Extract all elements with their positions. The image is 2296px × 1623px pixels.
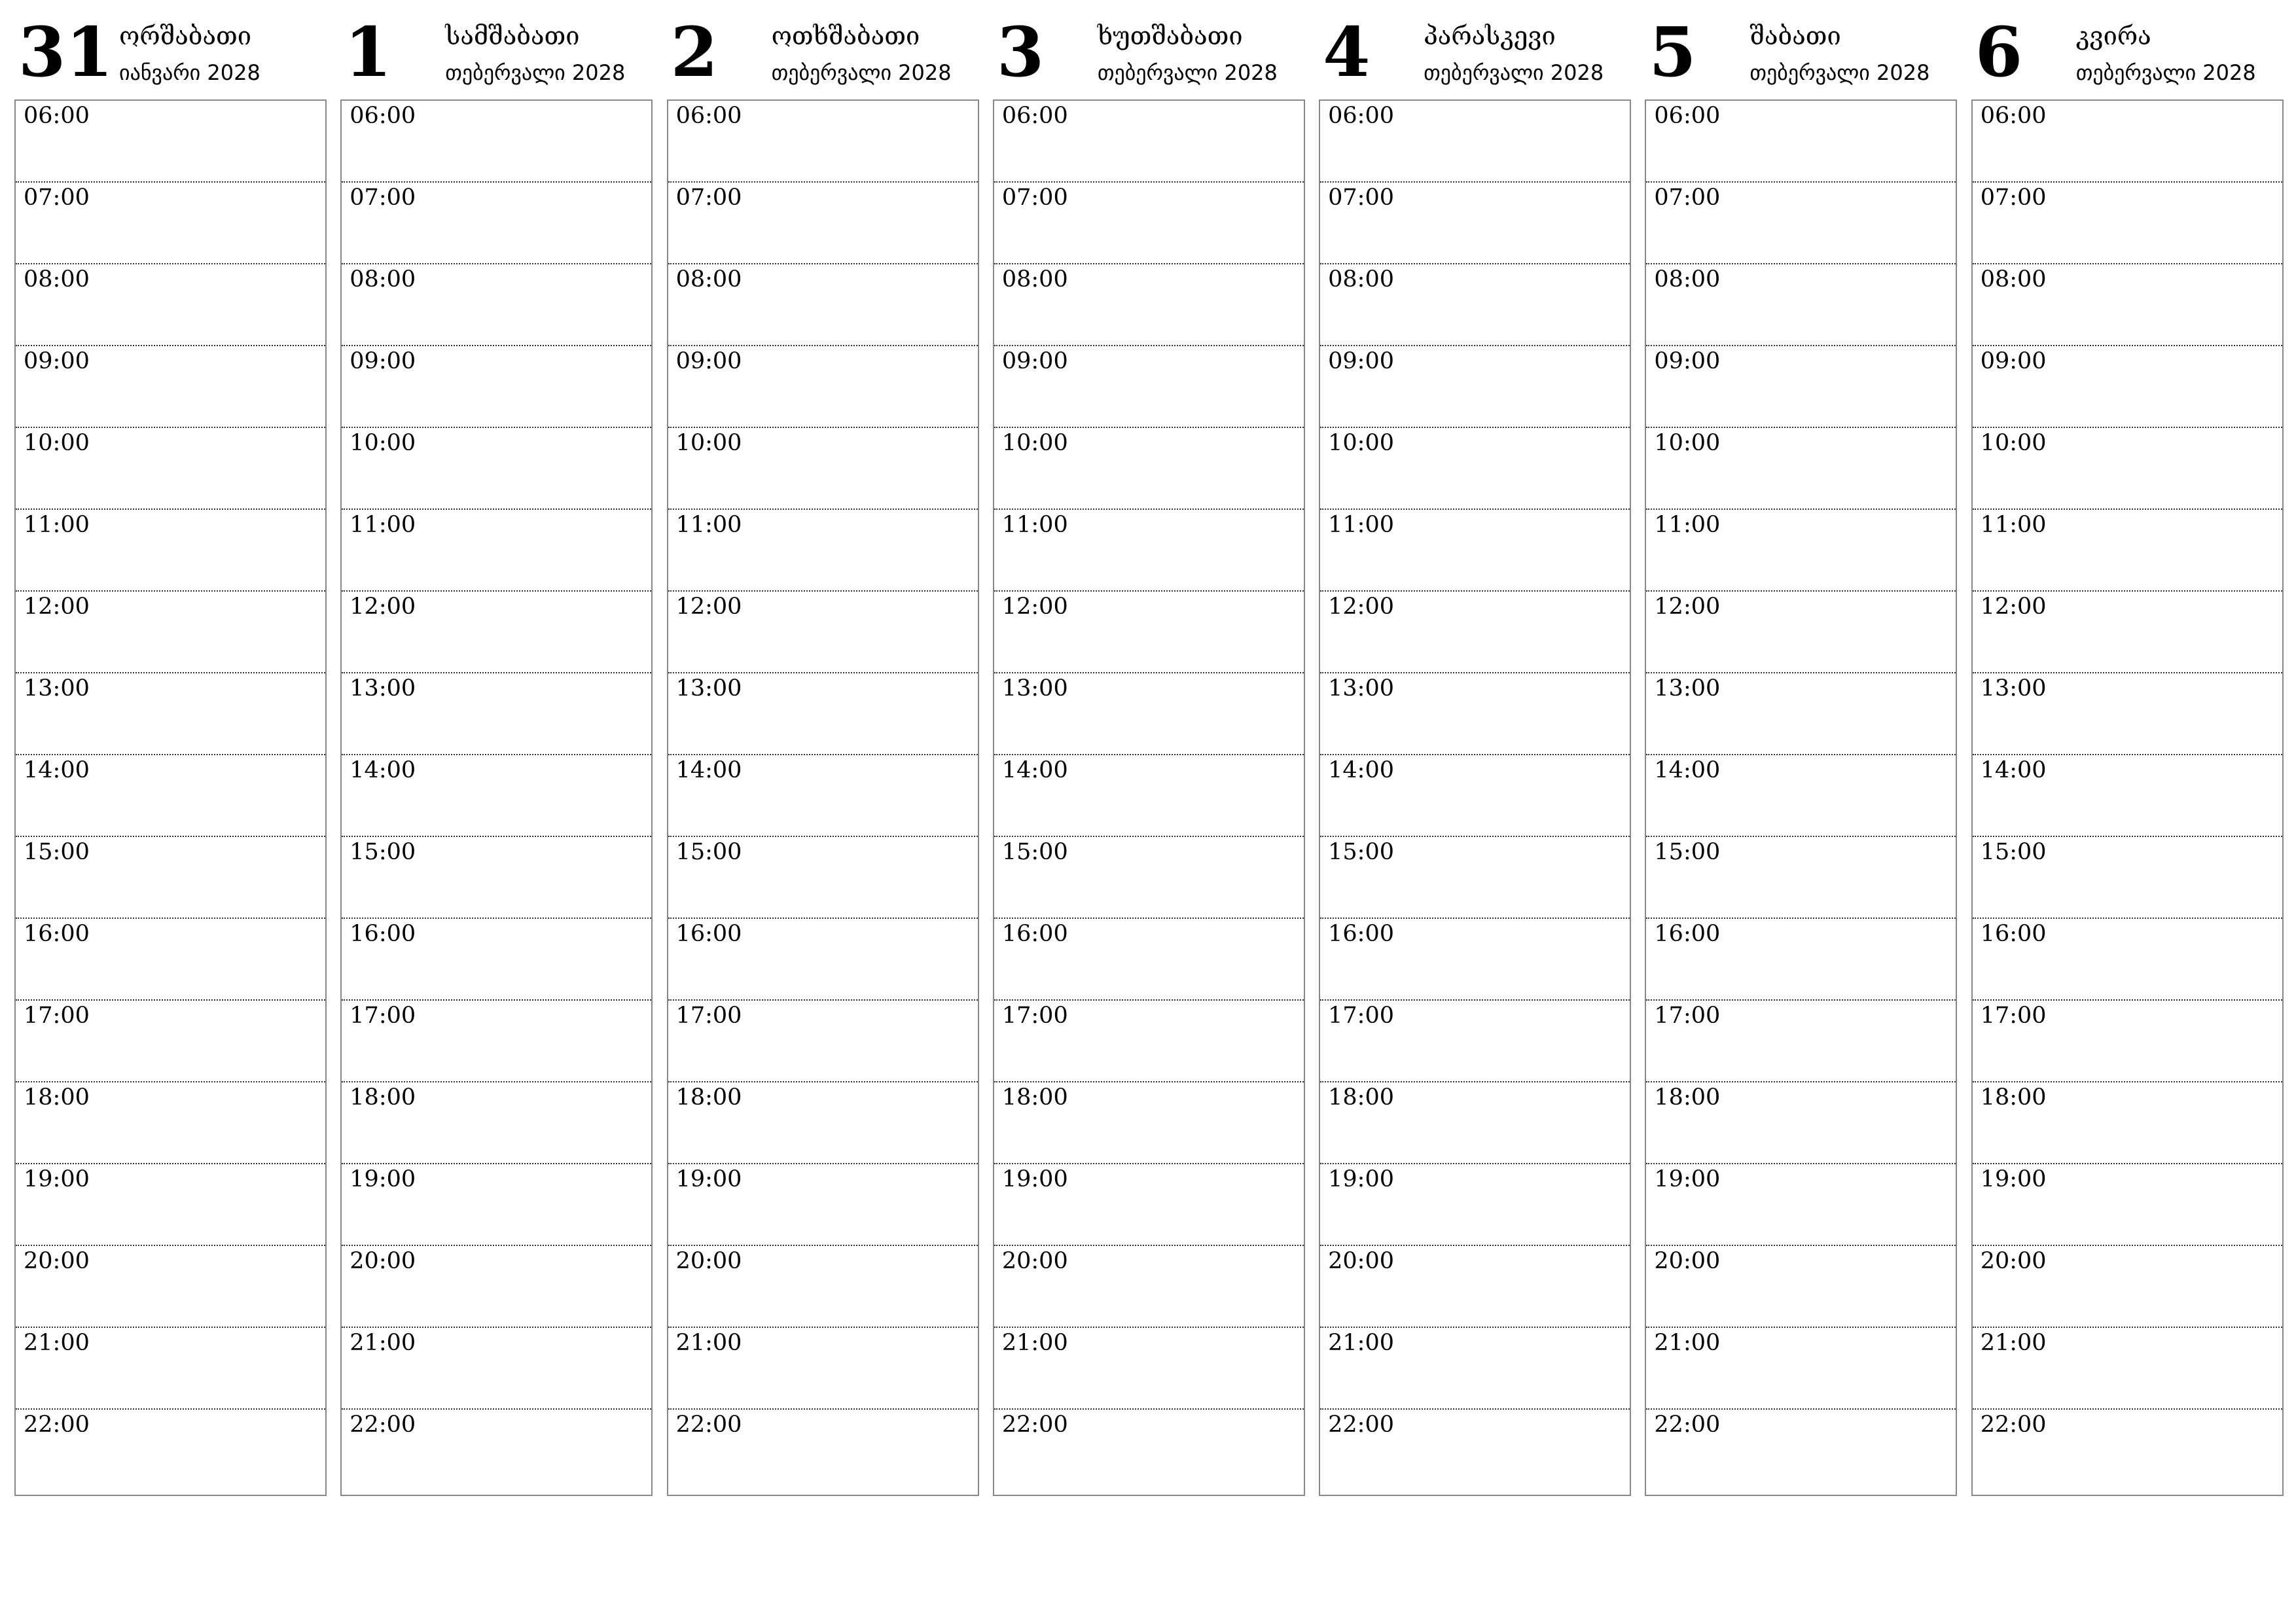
time-slot[interactable] xyxy=(994,510,1304,592)
time-label: 19:00 xyxy=(1001,1166,1068,1192)
time-slot[interactable] xyxy=(994,837,1304,919)
time-label: 16:00 xyxy=(350,921,416,947)
time-slot[interactable] xyxy=(994,1082,1304,1164)
time-label: 09:00 xyxy=(24,348,90,374)
time-label: 13:00 xyxy=(350,675,416,702)
time-label: 15:00 xyxy=(24,839,90,865)
month-year-label: თებერვალი 2028 xyxy=(771,60,952,85)
time-label: 06:00 xyxy=(1980,103,2047,129)
time-label: 12:00 xyxy=(675,594,742,620)
time-label: 12:00 xyxy=(1654,594,1721,620)
day-number: 2 xyxy=(670,12,718,92)
time-label: 10:00 xyxy=(675,430,742,456)
day-schedule-box xyxy=(340,99,653,1496)
time-slot[interactable] xyxy=(16,1328,325,1410)
day-column xyxy=(993,0,1304,1505)
time-label: 13:00 xyxy=(675,675,742,702)
time-label: 14:00 xyxy=(1328,757,1394,783)
time-label: 10:00 xyxy=(1328,430,1394,456)
time-label: 21:00 xyxy=(1980,1330,2047,1356)
day-header xyxy=(993,0,1304,99)
time-label: 07:00 xyxy=(675,185,742,211)
time-slot[interactable] xyxy=(342,837,651,919)
day-number: 3 xyxy=(996,12,1045,92)
time-label: 22:00 xyxy=(1328,1412,1394,1438)
time-label: 19:00 xyxy=(675,1166,742,1192)
time-label: 16:00 xyxy=(1001,921,1068,947)
time-slot[interactable] xyxy=(1320,346,1630,428)
weekday-name: შაბათი xyxy=(1749,22,1841,50)
time-slot[interactable] xyxy=(1646,1410,1956,1491)
time-label: 16:00 xyxy=(1654,921,1721,947)
time-slot[interactable] xyxy=(1320,1164,1630,1246)
day-header xyxy=(14,0,326,99)
time-slot[interactable] xyxy=(16,101,325,183)
time-slot[interactable] xyxy=(994,101,1304,183)
time-label: 15:00 xyxy=(675,839,742,865)
time-label: 09:00 xyxy=(1001,348,1068,374)
time-slot[interactable] xyxy=(16,1246,325,1328)
time-slot[interactable] xyxy=(16,264,325,346)
time-slot[interactable] xyxy=(16,755,325,837)
time-slot[interactable] xyxy=(1973,592,2282,673)
time-slot[interactable] xyxy=(1320,428,1630,510)
time-label: 15:00 xyxy=(1001,839,1068,865)
day-schedule-box xyxy=(1319,99,1631,1496)
time-label: 18:00 xyxy=(24,1084,90,1111)
time-slot[interactable] xyxy=(1973,101,2282,183)
time-label: 17:00 xyxy=(1654,1003,1721,1029)
time-label: 11:00 xyxy=(1980,512,2047,538)
time-label: 13:00 xyxy=(1980,675,2047,702)
day-number: 31 xyxy=(18,12,113,92)
time-slot[interactable] xyxy=(342,1082,651,1164)
time-label: 15:00 xyxy=(1654,839,1721,865)
time-label: 17:00 xyxy=(1328,1003,1394,1029)
time-slot[interactable] xyxy=(1973,1246,2282,1328)
time-label: 13:00 xyxy=(1654,675,1721,702)
time-label: 18:00 xyxy=(1654,1084,1721,1111)
time-slot[interactable] xyxy=(994,919,1304,1001)
time-slot[interactable] xyxy=(1646,919,1956,1001)
time-slot[interactable] xyxy=(668,592,978,673)
time-label: 19:00 xyxy=(1654,1166,1721,1192)
time-label: 19:00 xyxy=(1328,1166,1394,1192)
time-slot[interactable] xyxy=(342,1164,651,1246)
time-label: 11:00 xyxy=(350,512,416,538)
time-label: 14:00 xyxy=(1001,757,1068,783)
time-slot[interactable] xyxy=(1646,101,1956,183)
day-schedule-box xyxy=(1971,99,2284,1496)
time-slot[interactable] xyxy=(1646,837,1956,919)
time-slot[interactable] xyxy=(1320,183,1630,264)
time-slot[interactable] xyxy=(668,755,978,837)
time-slot[interactable] xyxy=(668,1328,978,1410)
time-slot[interactable] xyxy=(994,755,1304,837)
day-schedule-box xyxy=(1645,99,1957,1496)
time-slot[interactable] xyxy=(1320,101,1630,183)
weekday-name: პარასკევი xyxy=(1424,22,1556,50)
time-label: 13:00 xyxy=(1328,675,1394,702)
time-slot[interactable] xyxy=(994,1246,1304,1328)
time-slot[interactable] xyxy=(1973,837,2282,919)
time-label: 06:00 xyxy=(675,103,742,129)
day-number: 4 xyxy=(1323,12,1371,92)
time-slot[interactable] xyxy=(1320,673,1630,755)
time-label: 21:00 xyxy=(1328,1330,1394,1356)
day-number: 1 xyxy=(344,12,392,92)
time-slot[interactable] xyxy=(1646,1082,1956,1164)
day-header xyxy=(667,0,978,99)
time-label: 14:00 xyxy=(1980,757,2047,783)
time-label: 21:00 xyxy=(350,1330,416,1356)
time-slot[interactable] xyxy=(1973,1001,2282,1082)
day-column xyxy=(14,0,326,1505)
time-slot[interactable] xyxy=(1973,755,2282,837)
time-label: 20:00 xyxy=(675,1248,742,1274)
time-label: 14:00 xyxy=(24,757,90,783)
time-slot[interactable] xyxy=(342,346,651,428)
time-slot[interactable] xyxy=(342,755,651,837)
time-slot[interactable] xyxy=(16,183,325,264)
time-slot[interactable] xyxy=(668,510,978,592)
time-slot[interactable] xyxy=(1973,264,2282,346)
time-slot[interactable] xyxy=(1646,1001,1956,1082)
time-slot[interactable] xyxy=(1320,837,1630,919)
day-column xyxy=(1645,0,1956,1505)
day-column xyxy=(340,0,652,1505)
time-label: 11:00 xyxy=(1654,512,1721,538)
time-label: 19:00 xyxy=(24,1166,90,1192)
time-label: 16:00 xyxy=(1980,921,2047,947)
time-slot[interactable] xyxy=(16,1164,325,1246)
time-label: 07:00 xyxy=(24,185,90,211)
time-slot[interactable] xyxy=(1973,1328,2282,1410)
time-label: 08:00 xyxy=(1654,266,1721,293)
time-label: 22:00 xyxy=(1980,1412,2047,1438)
time-label: 17:00 xyxy=(24,1003,90,1029)
time-label: 18:00 xyxy=(675,1084,742,1111)
time-slot[interactable] xyxy=(342,592,651,673)
time-label: 09:00 xyxy=(1328,348,1394,374)
time-slot[interactable] xyxy=(994,1001,1304,1082)
day-column xyxy=(1319,0,1630,1505)
time-label: 06:00 xyxy=(24,103,90,129)
time-label: 08:00 xyxy=(1001,266,1068,293)
time-slot[interactable] xyxy=(994,183,1304,264)
time-label: 22:00 xyxy=(1001,1412,1068,1438)
day-schedule-box xyxy=(993,99,1305,1496)
time-label: 10:00 xyxy=(1001,430,1068,456)
time-label: 20:00 xyxy=(1328,1248,1394,1274)
time-label: 07:00 xyxy=(1328,185,1394,211)
time-slot[interactable] xyxy=(994,264,1304,346)
time-slot[interactable] xyxy=(994,673,1304,755)
time-slot[interactable] xyxy=(1320,919,1630,1001)
month-year-label: თებერვალი 2028 xyxy=(1749,60,1930,85)
weekday-name: კვირა xyxy=(2075,22,2151,50)
day-header xyxy=(1319,0,1630,99)
time-label: 12:00 xyxy=(24,594,90,620)
time-label: 07:00 xyxy=(1001,185,1068,211)
time-label: 12:00 xyxy=(350,594,416,620)
time-label: 16:00 xyxy=(675,921,742,947)
time-slot[interactable] xyxy=(16,592,325,673)
time-label: 08:00 xyxy=(1980,266,2047,293)
time-slot[interactable] xyxy=(342,428,651,510)
time-label: 19:00 xyxy=(1980,1166,2047,1192)
time-slot[interactable] xyxy=(342,1328,651,1410)
time-slot[interactable] xyxy=(668,264,978,346)
time-label: 16:00 xyxy=(24,921,90,947)
time-label: 20:00 xyxy=(1980,1248,2047,1274)
time-label: 15:00 xyxy=(350,839,416,865)
time-slot[interactable] xyxy=(1646,346,1956,428)
time-label: 21:00 xyxy=(24,1330,90,1356)
weekday-name: ხუთშაბათი xyxy=(1097,22,1243,50)
time-slot[interactable] xyxy=(1973,1410,2282,1491)
time-slot[interactable] xyxy=(342,264,651,346)
time-slot[interactable] xyxy=(1646,1164,1956,1246)
time-label: 09:00 xyxy=(675,348,742,374)
time-label: 06:00 xyxy=(1328,103,1394,129)
time-slot[interactable] xyxy=(1320,1328,1630,1410)
time-label: 17:00 xyxy=(1980,1003,2047,1029)
time-slot[interactable] xyxy=(1646,183,1956,264)
time-slot[interactable] xyxy=(16,1410,325,1491)
time-slot[interactable] xyxy=(1320,755,1630,837)
time-slot[interactable] xyxy=(994,1328,1304,1410)
time-label: 22:00 xyxy=(350,1412,416,1438)
time-slot[interactable] xyxy=(994,428,1304,510)
time-slot[interactable] xyxy=(668,919,978,1001)
time-label: 20:00 xyxy=(350,1248,416,1274)
month-year-label: თებერვალი 2028 xyxy=(1424,60,1604,85)
time-label: 12:00 xyxy=(1328,594,1394,620)
time-label: 08:00 xyxy=(350,266,416,293)
time-label: 09:00 xyxy=(350,348,416,374)
time-slot[interactable] xyxy=(16,346,325,428)
day-schedule-box xyxy=(667,99,979,1496)
time-slot[interactable] xyxy=(1973,428,2282,510)
time-label: 06:00 xyxy=(1654,103,1721,129)
time-label: 10:00 xyxy=(1980,430,2047,456)
time-label: 13:00 xyxy=(24,675,90,702)
time-slot[interactable] xyxy=(994,592,1304,673)
time-slot[interactable] xyxy=(668,1246,978,1328)
time-slot[interactable] xyxy=(1646,1246,1956,1328)
time-slot[interactable] xyxy=(342,1410,651,1491)
time-slot[interactable] xyxy=(16,919,325,1001)
month-year-label: თებერვალი 2028 xyxy=(445,60,626,85)
day-schedule-box xyxy=(14,99,327,1496)
time-slot[interactable] xyxy=(1646,510,1956,592)
time-slot[interactable] xyxy=(1973,346,2282,428)
time-slot[interactable] xyxy=(342,183,651,264)
time-label: 09:00 xyxy=(1654,348,1721,374)
time-label: 21:00 xyxy=(1654,1330,1721,1356)
time-slot[interactable] xyxy=(1320,264,1630,346)
time-label: 12:00 xyxy=(1001,594,1068,620)
time-slot[interactable] xyxy=(16,510,325,592)
day-number: 5 xyxy=(1649,12,1696,92)
time-label: 18:00 xyxy=(1001,1084,1068,1111)
time-slot[interactable] xyxy=(16,673,325,755)
time-slot[interactable] xyxy=(668,101,978,183)
weekly-planner xyxy=(14,0,2283,1505)
time-slot[interactable] xyxy=(668,346,978,428)
time-label: 17:00 xyxy=(350,1003,416,1029)
time-label: 15:00 xyxy=(1328,839,1394,865)
time-label: 18:00 xyxy=(1980,1084,2047,1111)
time-label: 22:00 xyxy=(1654,1412,1721,1438)
time-label: 11:00 xyxy=(24,512,90,538)
weekday-name: სამშაბათი xyxy=(445,22,580,50)
day-header xyxy=(1645,0,1956,99)
time-slot[interactable] xyxy=(16,837,325,919)
time-slot[interactable] xyxy=(1973,1082,2282,1164)
time-slot[interactable] xyxy=(1646,428,1956,510)
day-column xyxy=(1971,0,2283,1505)
time-slot[interactable] xyxy=(1646,264,1956,346)
time-slot[interactable] xyxy=(1646,673,1956,755)
time-slot[interactable] xyxy=(994,1410,1304,1491)
time-label: 07:00 xyxy=(1980,185,2047,211)
time-label: 19:00 xyxy=(350,1166,416,1192)
time-slot[interactable] xyxy=(342,673,651,755)
time-label: 14:00 xyxy=(675,757,742,783)
time-slot[interactable] xyxy=(1320,1410,1630,1491)
time-slot[interactable] xyxy=(1646,1328,1956,1410)
time-label: 06:00 xyxy=(1001,103,1068,129)
time-slot[interactable] xyxy=(1320,510,1630,592)
time-label: 15:00 xyxy=(1980,839,2047,865)
time-slot[interactable] xyxy=(1320,1001,1630,1082)
time-label: 10:00 xyxy=(24,430,90,456)
time-slot[interactable] xyxy=(1973,183,2282,264)
time-slot[interactable] xyxy=(16,428,325,510)
time-label: 06:00 xyxy=(350,103,416,129)
time-slot[interactable] xyxy=(342,1246,651,1328)
time-label: 07:00 xyxy=(350,185,416,211)
time-slot[interactable] xyxy=(342,101,651,183)
time-label: 07:00 xyxy=(1654,185,1721,211)
time-slot[interactable] xyxy=(1973,919,2282,1001)
time-slot[interactable] xyxy=(1973,673,2282,755)
time-label: 22:00 xyxy=(24,1412,90,1438)
time-label: 22:00 xyxy=(675,1412,742,1438)
time-label: 13:00 xyxy=(1001,675,1068,702)
time-slot[interactable] xyxy=(1320,1246,1630,1328)
time-label: 21:00 xyxy=(675,1330,742,1356)
time-label: 20:00 xyxy=(24,1248,90,1274)
time-slot[interactable] xyxy=(1646,592,1956,673)
time-slot[interactable] xyxy=(668,428,978,510)
day-header xyxy=(1971,0,2283,99)
time-label: 10:00 xyxy=(350,430,416,456)
time-label: 17:00 xyxy=(1001,1003,1068,1029)
time-label: 18:00 xyxy=(1328,1084,1394,1111)
day-column xyxy=(667,0,978,1505)
time-label: 08:00 xyxy=(675,266,742,293)
time-label: 09:00 xyxy=(1980,348,2047,374)
time-slot[interactable] xyxy=(342,510,651,592)
time-slot[interactable] xyxy=(668,1164,978,1246)
day-header xyxy=(340,0,652,99)
time-slot[interactable] xyxy=(994,1164,1304,1246)
time-label: 17:00 xyxy=(675,1003,742,1029)
month-year-label: იანვარი 2028 xyxy=(119,60,260,85)
time-label: 08:00 xyxy=(1328,266,1394,293)
time-slot[interactable] xyxy=(668,673,978,755)
month-year-label: თებერვალი 2028 xyxy=(2075,60,2256,85)
time-label: 20:00 xyxy=(1001,1248,1068,1274)
time-slot[interactable] xyxy=(668,1001,978,1082)
time-label: 12:00 xyxy=(1980,594,2047,620)
time-slot[interactable] xyxy=(1320,592,1630,673)
time-label: 10:00 xyxy=(1654,430,1721,456)
time-label: 18:00 xyxy=(350,1084,416,1111)
time-label: 21:00 xyxy=(1001,1330,1068,1356)
time-slot[interactable] xyxy=(1646,755,1956,837)
time-slot[interactable] xyxy=(1973,510,2282,592)
time-label: 14:00 xyxy=(1654,757,1721,783)
weekday-name: ორშაბათი xyxy=(119,22,251,50)
time-slot[interactable] xyxy=(668,183,978,264)
time-slot[interactable] xyxy=(342,1001,651,1082)
time-slot[interactable] xyxy=(668,1410,978,1491)
time-slot[interactable] xyxy=(342,919,651,1001)
time-label: 14:00 xyxy=(350,757,416,783)
time-slot[interactable] xyxy=(668,1082,978,1164)
day-number: 6 xyxy=(1975,12,2023,92)
time-slot[interactable] xyxy=(668,837,978,919)
month-year-label: თებერვალი 2028 xyxy=(1097,60,1278,85)
time-label: 11:00 xyxy=(1001,512,1068,538)
time-label: 16:00 xyxy=(1328,921,1394,947)
time-label: 11:00 xyxy=(1328,512,1394,538)
time-slot[interactable] xyxy=(16,1082,325,1164)
time-slot[interactable] xyxy=(16,1001,325,1082)
weekday-name: ოთხშაბათი xyxy=(771,22,920,50)
time-label: 20:00 xyxy=(1654,1248,1721,1274)
time-slot[interactable] xyxy=(1320,1082,1630,1164)
time-label: 11:00 xyxy=(675,512,742,538)
time-label: 08:00 xyxy=(24,266,90,293)
time-slot[interactable] xyxy=(1973,1164,2282,1246)
time-slot[interactable] xyxy=(994,346,1304,428)
